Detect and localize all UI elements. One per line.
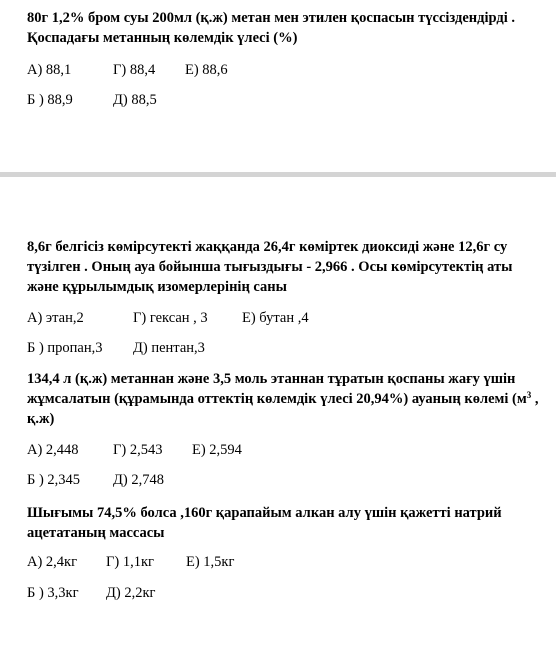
q3-option-d: Д) 2,748	[113, 472, 164, 488]
q2-option-g: Г) гексан , 3	[133, 310, 208, 326]
question-1-text: 80г 1,2% бром суы 200мл (қ.ж) метан мен этилен қоспасын түссіздендірді . Қоспадағы метанның көлемдік үлесі (%)	[27, 10, 515, 46]
q4-option-b: Б ) 3,3кг	[27, 585, 79, 601]
section-divider	[0, 172, 556, 177]
q4-option-d: Д) 2,2кг	[106, 585, 156, 601]
q3-option-g: Г) 2,543	[113, 442, 163, 458]
question-3-superscript: 3	[526, 390, 532, 400]
question-4-text: Шығымы 74,5% болса ,160г қарапайым алкан алу үшін қажетті натрий ацетатаның массасы	[27, 505, 502, 541]
q2-option-a: А) этан,2	[27, 310, 84, 326]
question-3-text-main: 134,4 л (қ.ж) метаннан және 3,5 моль этаннан тұратын қоспаны жағу үшін жұмсалатын (құрамында оттектің көлемдік үлесі 20,94%) ауаның көлемі (м	[27, 371, 527, 407]
q3-option-a: А) 2,448	[27, 442, 79, 458]
q4-option-e: Е) 1,5кг	[186, 554, 235, 570]
question-3-text-tail: , қ.ж)	[27, 391, 539, 427]
q2-option-b: Б ) пропан,3	[27, 340, 103, 356]
q1-option-b: Б ) 88,9	[27, 92, 73, 108]
q4-option-a: А) 2,4кг	[27, 554, 78, 570]
q2-option-e: Е) бутан ,4	[242, 310, 309, 326]
q1-option-a: А) 88,1	[27, 62, 72, 78]
q4-option-g: Г) 1,1кг	[106, 554, 154, 570]
q1-option-g: Г) 88,4	[113, 62, 156, 78]
question-3-text	[27, 369, 547, 429]
q3-option-e: Е) 2,594	[192, 442, 242, 458]
q1-option-e: Е) 88,6	[185, 62, 228, 78]
q2-option-d: Д) пентан,3	[133, 340, 205, 356]
q1-option-d: Д) 88,5	[113, 92, 157, 108]
q3-option-b: Б ) 2,345	[27, 472, 81, 488]
question-2-text: 8,6г белгісіз көмірсутекті жаққанда 26,4г көміртек диоксиді және 12,6г су түзілген . Оның ауа бойынша тығыздығы - 2,966 . Осы көмірсутектің аты және құрылымдық изомерлерінің саны	[27, 239, 513, 295]
